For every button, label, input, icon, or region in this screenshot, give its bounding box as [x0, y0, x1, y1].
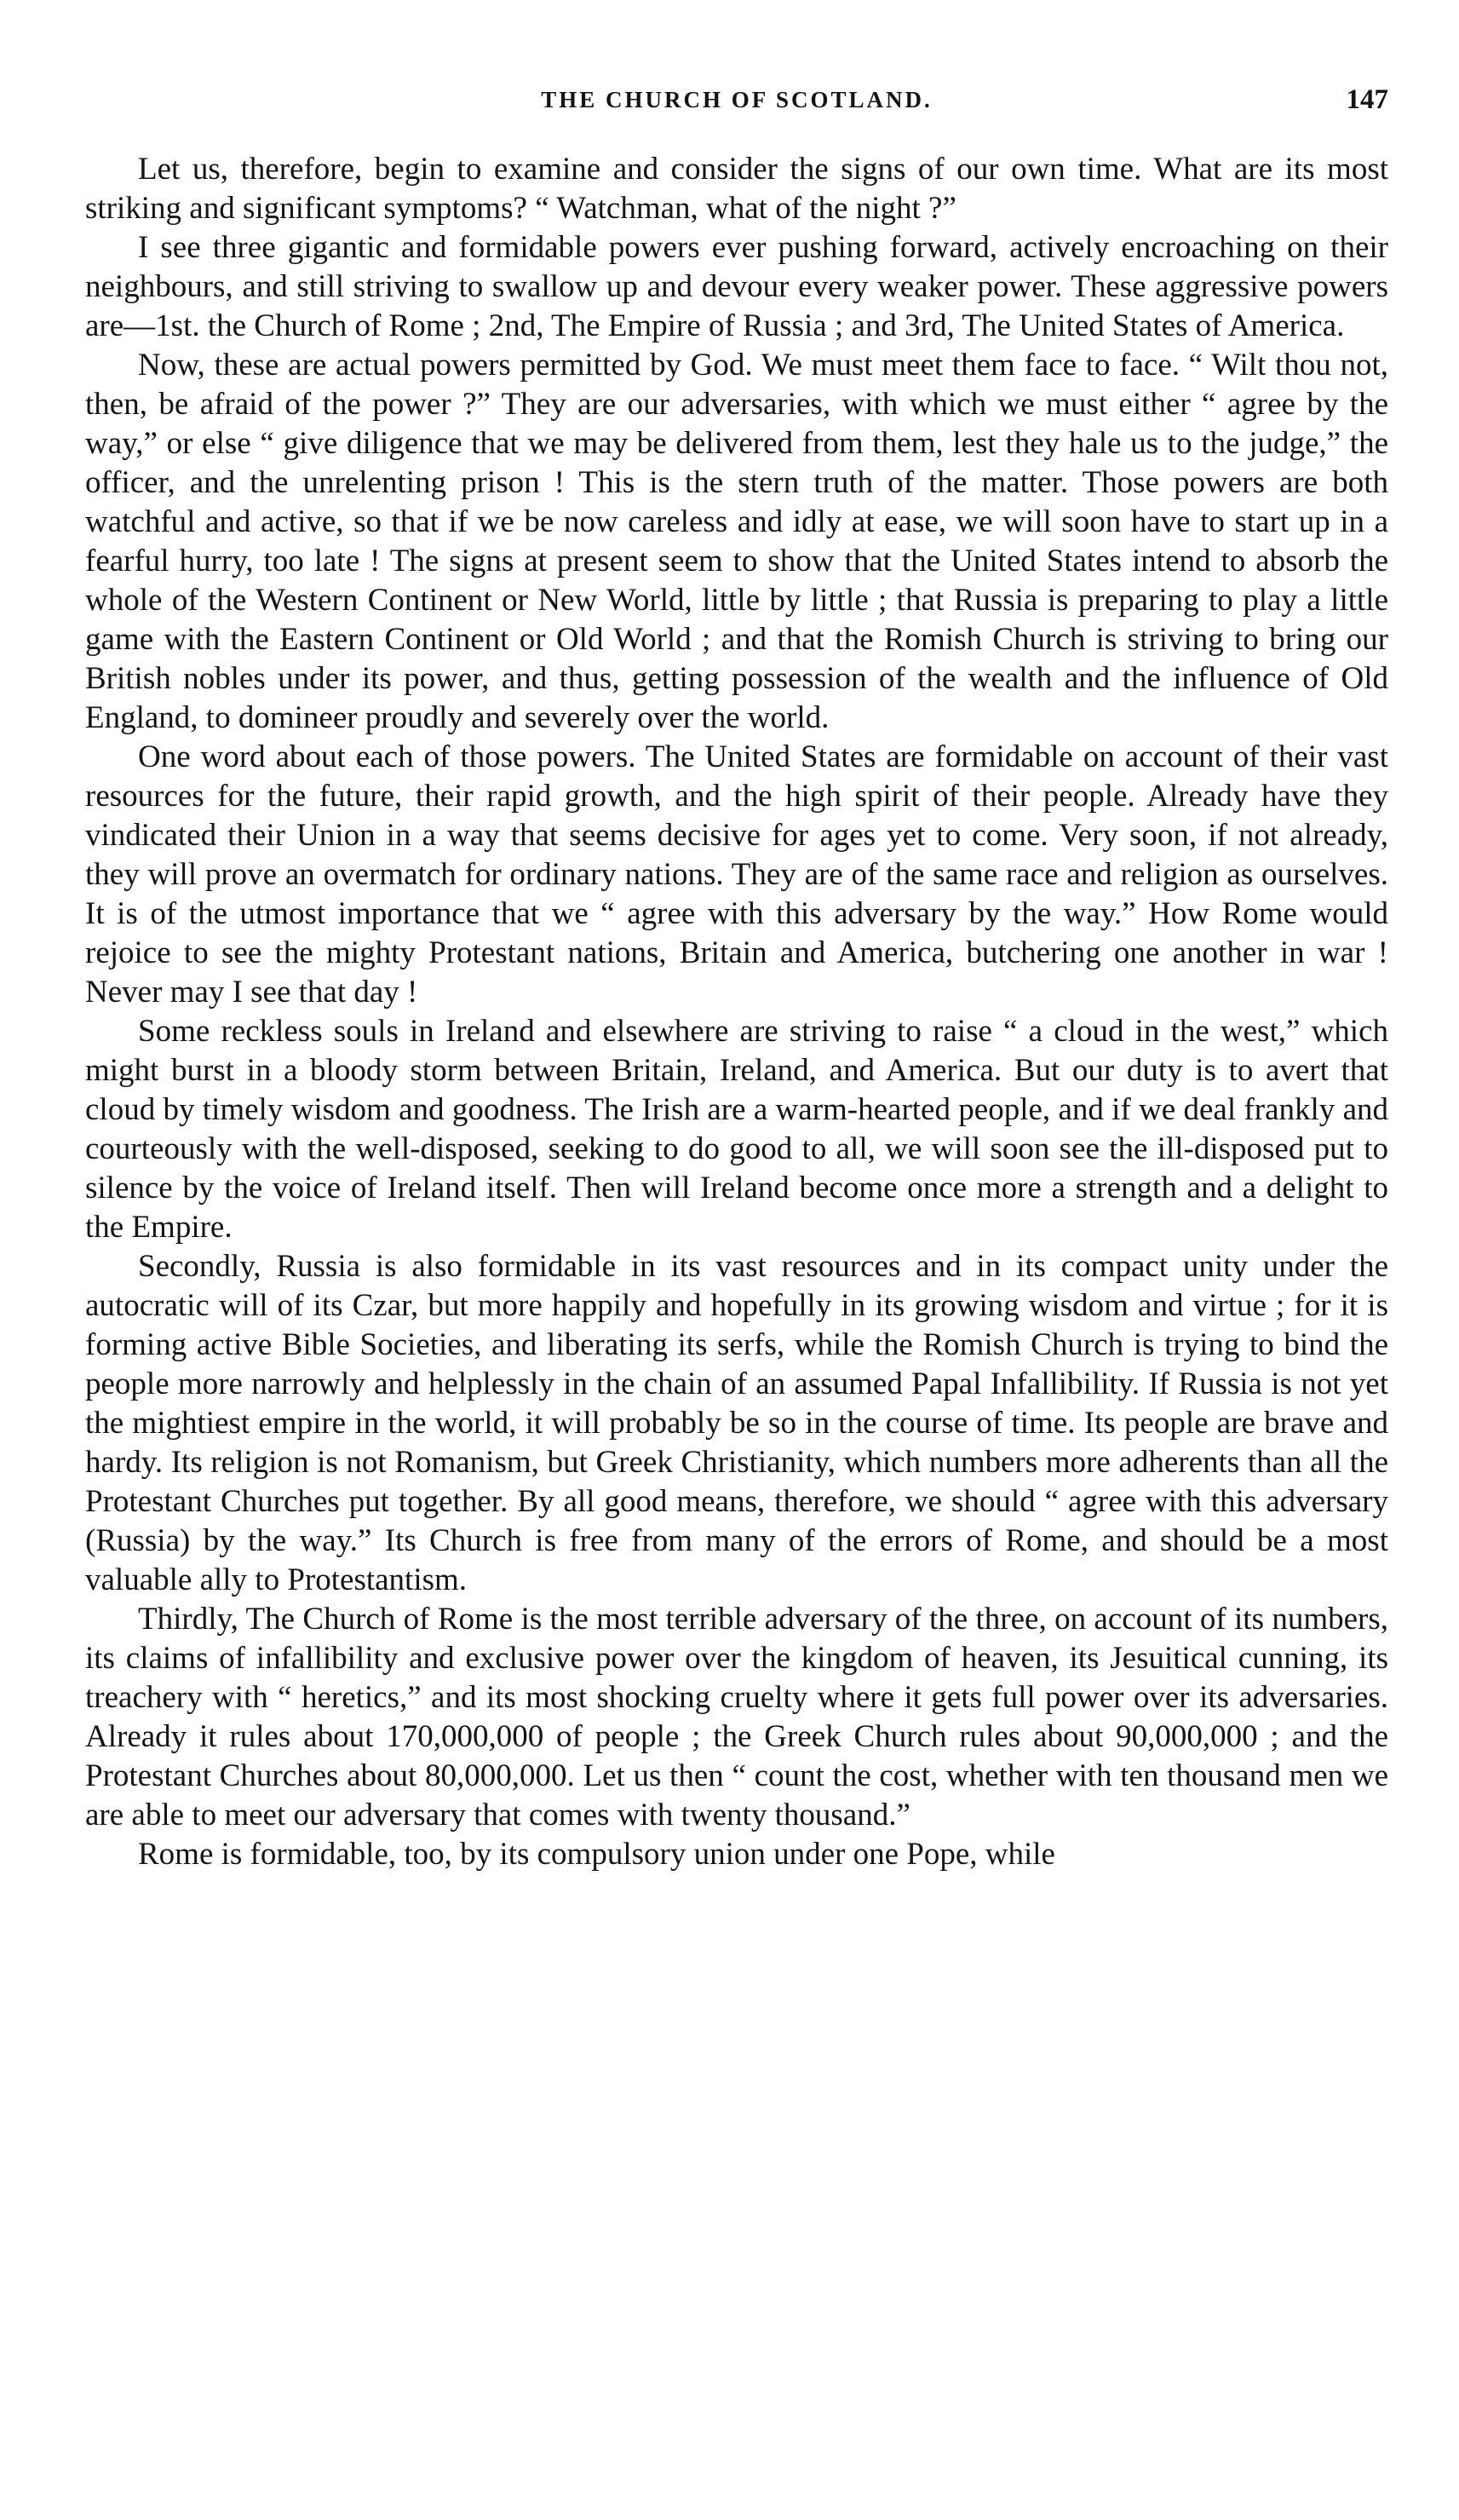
paragraph-signs-of-time: Let us, therefore, begin to examine and consider the signs of our own time. What are its most striking and significant symptoms? “ Watchman, what of the night ?”	[85, 152, 1388, 226]
page-number: 147	[1346, 84, 1388, 115]
paragraph-three-powers: I see three gigantic and formidable powers ever pushing forward, actively encroaching on their neighbours, and still striving to swallow up and devour every weaker power. These aggressive powers are—1st. the Church of Rome ; 2nd, The Empire of Russia ; and 3rd, The United States of America.	[85, 230, 1388, 343]
paragraph-russia: Secondly, Russia is also formidable in its vast resources and in its compact unity under the autocratic will of its Czar, but more happily and hopefully in its growing wisdom and virtue ; for it is forming active Bible Societies, and liberating its serfs, while the Romish Church is trying to bind the people more narrowly and helplessly in the chain of an assumed Papal Infallibility. If Russia is not yet the mightiest empire in the world, it will probably be so in the course of time. Its people are brave and hardy. Its religion is not Romanism, but Greek Christianity, which numbers more adherents than all the Protestant Churches put together. By all good means, therefore, we should “ agree with this adversary (Russia) by the way.” Its Church is free from many of the errors of Rome, and should be a most valuable ally to Protestantism.	[85, 1249, 1388, 1597]
paragraph-church-of-rome: Thirdly, The Church of Rome is the most terrible adversary of the three, on account of its numbers, its claims of infallibility and exclusive power over the kingdom of heaven, its Jesuitical cunning, its treachery with “ heretics,” and its most shocking cruelty where it gets full power over its adversaries. Already it rules about 170,000,000 of people ; the Greek Church rules about 90,000,000 ; and the Protestant Churches about 80,000,000. Let us then “ count the cost, whether with ten thousand men we are able to meet our adversary that comes with twenty thousand.”	[85, 1602, 1388, 1832]
running-title: THE CHURCH OF SCOTLAND.	[541, 87, 933, 112]
paragraph-united-states: One word about each of those powers. The United States are formidable on account of their vast resources for the future, their rapid growth, and the high spirit of their people. Already have they vindicated their Union in a way that seems decisive for ages yet to come. Very soon, if not already, they will prove an overmatch for ordinary nations. They are of the same race and religion as ourselves. It is of the utmost importance that we “ agree with this adversary by the way.” How Rome would rejoice to see the mighty Protestant nations, Britain and America, butchering one another in war ! Never may I see that day !	[85, 739, 1388, 1010]
paragraph-actual-powers: Now, these are actual powers permitted by God. We must meet them face to face. “ Wilt thou not, then, be afraid of the power ?” They are our adversaries, with which we must either “ agree by the way,” or else “ give diligence that we may be delivered from them, lest they hale us to the judge,” the officer, and the unrelenting prison ! This is the stern truth of the matter. Those powers are both watchful and active, so that if we be now careless and idly at ease, we will soon have to start up in a fearful hurry, too late ! The signs at present seem to show that the United States intend to absorb the whole of the Western Continent or New World, little by little ; that Russia is preparing to play a little game with the Eastern Continent or Old World ; and that the Romish Church is striving to bring our British nobles under its power, and thus, getting possession of the wealth and the influence of Old England, to domineer proudly and severely over the world.	[85, 348, 1388, 735]
paragraph-rome-formidable: Rome is formidable, too, by its compulsory union under one Pope, while	[138, 1837, 1055, 1872]
paragraph-ireland: Some reckless souls in Ireland and elsewhere are striving to raise “ a cloud in the west,” which might burst in a bloody storm between Britain, Ireland, and America. But our duty is to avert that cloud by timely wisdom and goodness. The Irish are a warm-hearted people, and if we deal frankly and courteously with the well-disposed, seeking to do good to all, we will soon see the ill-disposed put to silence by the voice of Ireland itself. Then will Ireland become once more a strength and a delight to the Empire.	[85, 1014, 1388, 1245]
body-text	[85, 150, 1388, 1874]
running-head	[85, 78, 1388, 121]
